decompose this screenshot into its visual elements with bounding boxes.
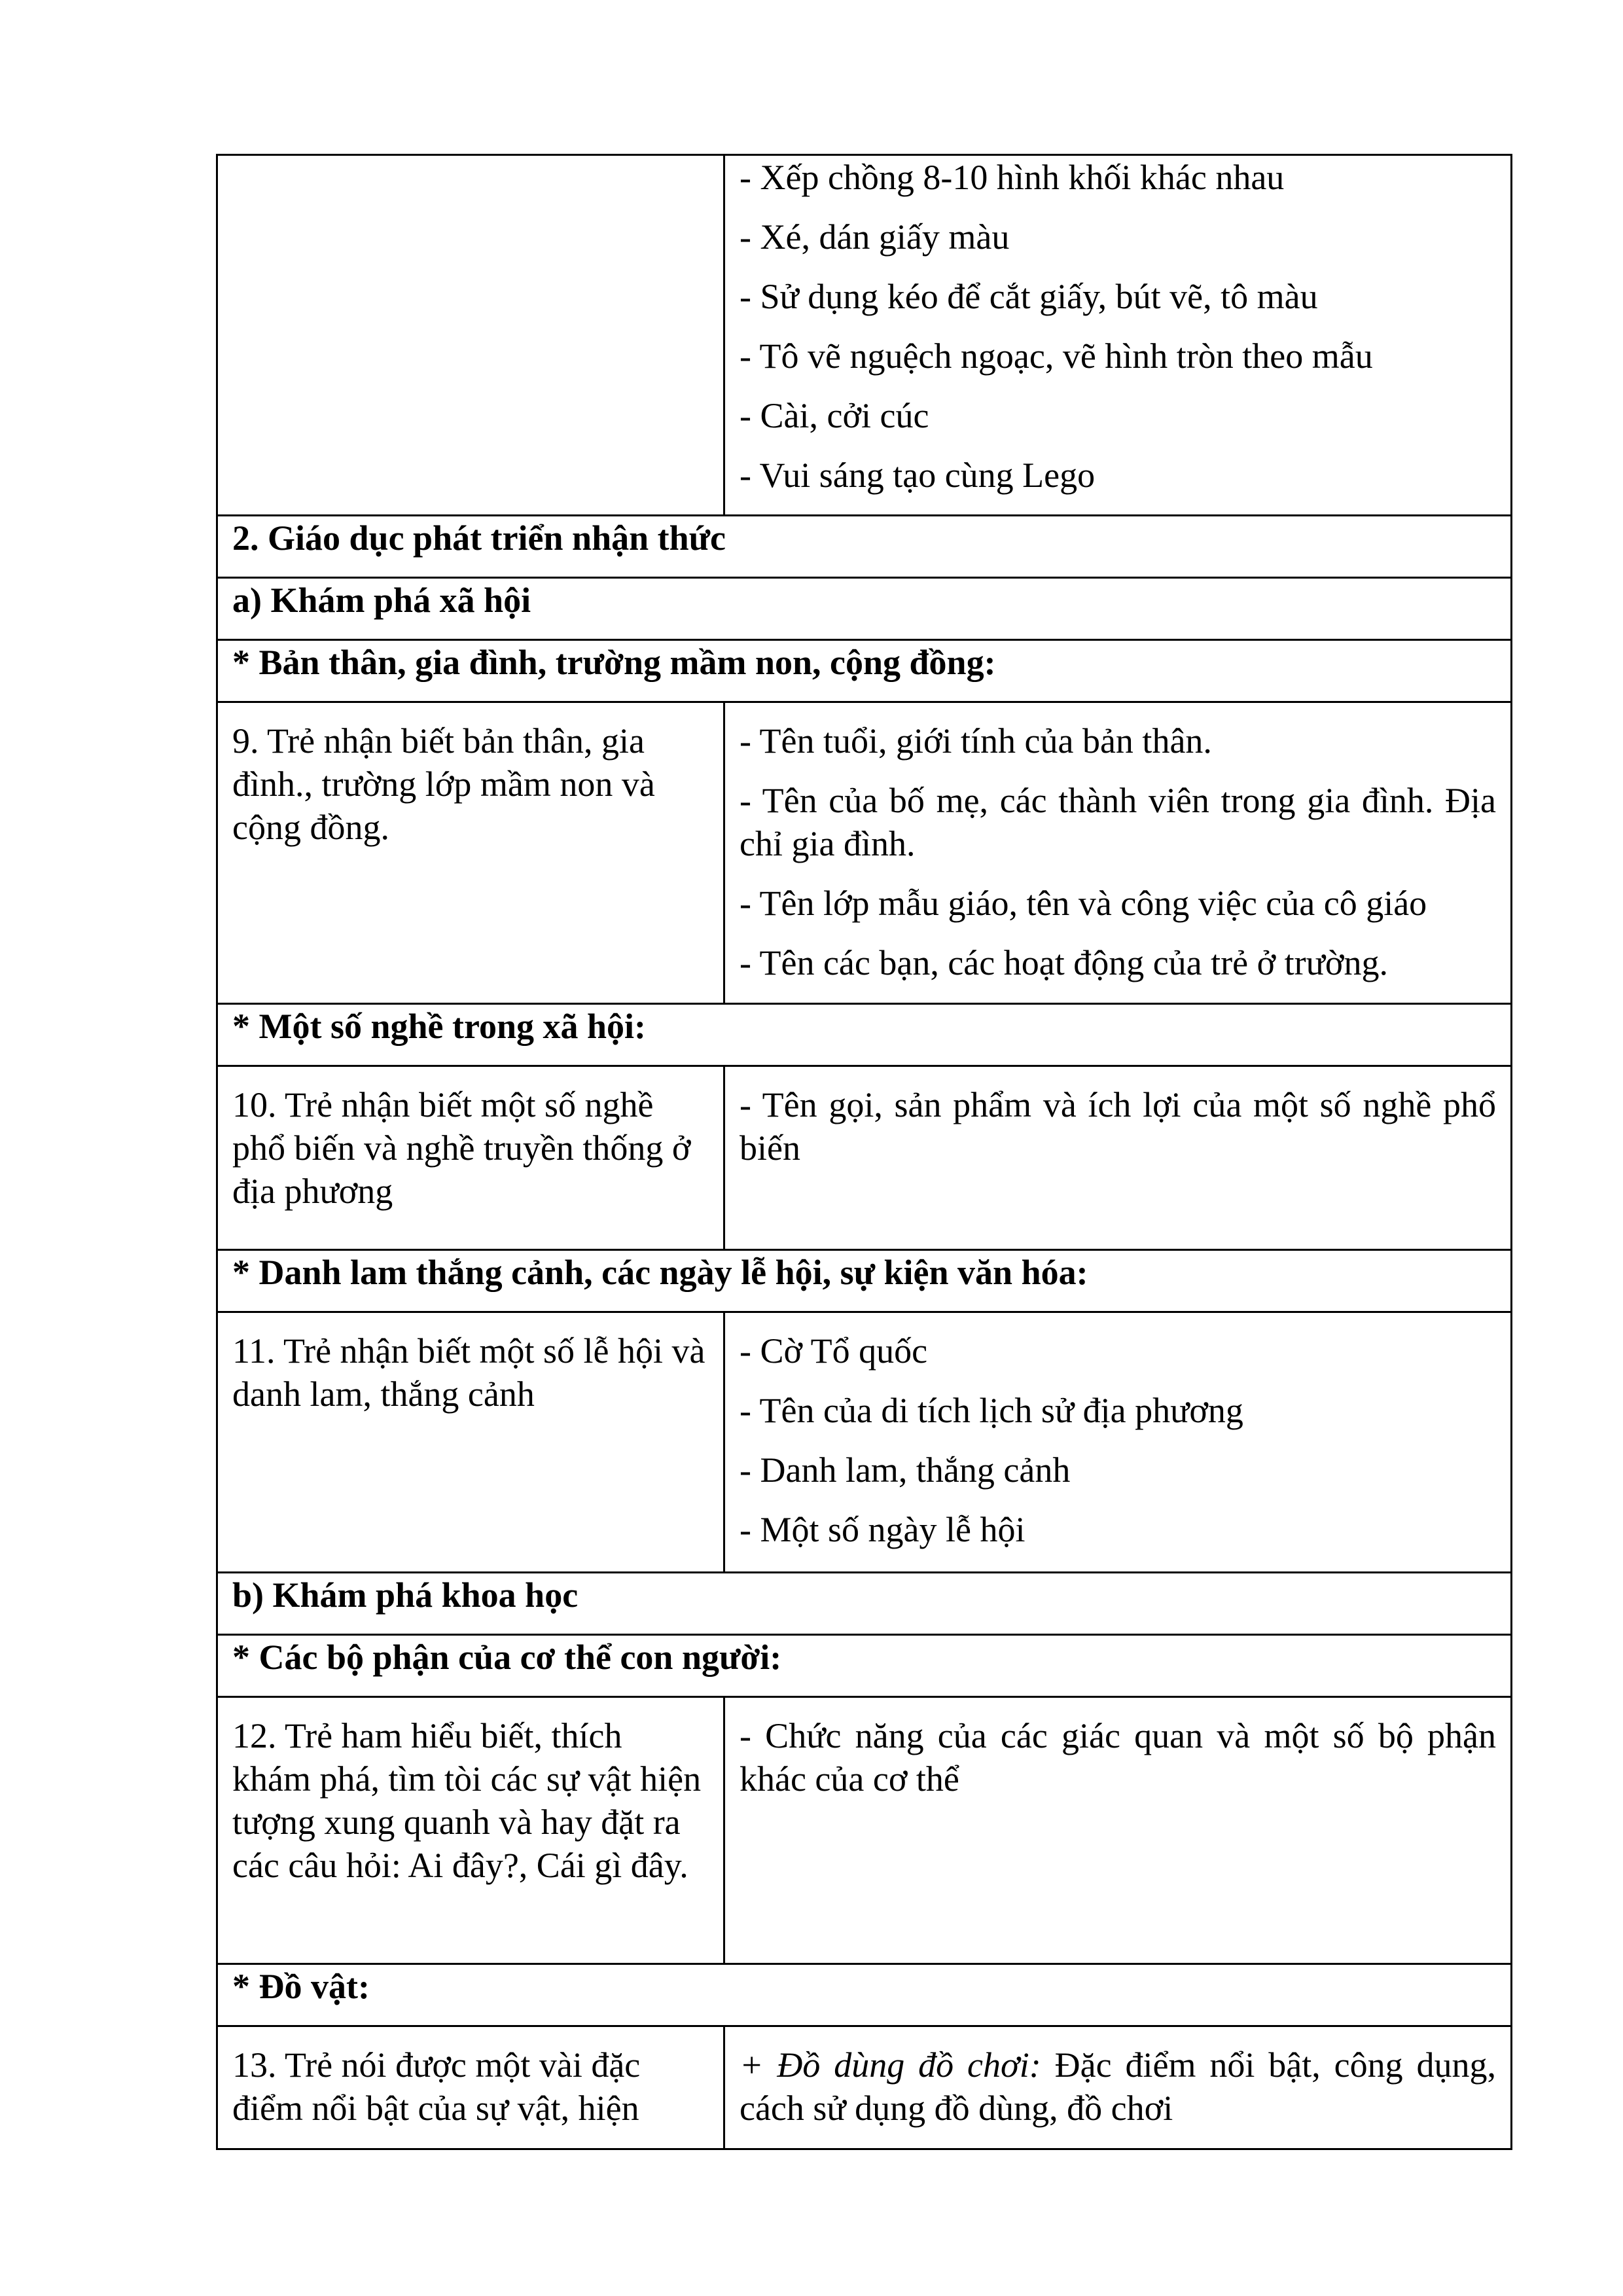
section-header-row xyxy=(217,1573,1512,1635)
table-row xyxy=(217,2026,1512,2149)
content-item: - Chức năng của các giác quan và một số bộ phận khác của cơ thể xyxy=(740,1716,1496,1799)
criterion-cell: 13. Trẻ nói được một vài đặc điểm nổi bật của sự vật, hiện xyxy=(217,2026,724,2149)
criterion-cell xyxy=(217,155,724,516)
section-header-row xyxy=(217,1635,1512,1697)
section-header: * Đồ vật: xyxy=(217,1964,1512,2026)
content-item: - Danh lam, thắng cảnh xyxy=(740,1450,1071,1490)
content-item: - Sử dụng kéo để cắt giấy, bút vẽ, tô màu xyxy=(740,277,1318,316)
content-item: - Tên gọi, sản phẩm và ích lợi của một số nghề phổ biến xyxy=(740,1085,1496,1168)
section-header: * Bản thân, gia đình, trường mầm non, cộng đồng: xyxy=(217,640,1512,702)
section-header-row xyxy=(217,578,1512,640)
section-header-row xyxy=(217,1250,1512,1312)
content-cell xyxy=(724,702,1512,1004)
section-header-row xyxy=(217,516,1512,578)
content-cell xyxy=(724,1312,1512,1573)
content-item: - Tên của bố mẹ, các thành viên trong gia đình. Địa chỉ gia đình. xyxy=(740,781,1496,863)
criterion-cell: 12. Trẻ ham hiểu biết, thích khám phá, tìm tòi các sự vật hiện tượng xung quanh và hay đặt ra các câu hỏi: Ai đây?, Cái gì đây. xyxy=(217,1697,724,1964)
section-header-row xyxy=(217,1964,1512,2026)
section-header: * Danh lam thắng cảnh, các ngày lễ hội, sự kiện văn hóa: xyxy=(217,1250,1512,1312)
content-item: - Tên lớp mẫu giáo, tên và công việc của cô giáo xyxy=(740,884,1427,923)
table-row xyxy=(217,1066,1512,1250)
content-item: - Xếp chồng 8-10 hình khối khác nhau xyxy=(740,158,1285,197)
content-cell xyxy=(724,2026,1512,2149)
section-header: * Các bộ phận của cơ thể con người: xyxy=(217,1635,1512,1697)
content-item: - Vui sáng tạo cùng Lego xyxy=(740,456,1096,495)
table-row xyxy=(217,1697,1512,1964)
criterion-cell: 11. Trẻ nhận biết một số lễ hội và danh lam, thắng cảnh xyxy=(217,1312,724,1573)
table-row xyxy=(217,702,1512,1004)
content-item-text: Đặc điểm nổi bật, công dụng, cách sử dụng đồ dùng, đồ chơi xyxy=(740,2045,1496,2128)
criterion-cell: 10. Trẻ nhận biết một số nghề phổ biến và nghề truyền thống ở địa phương xyxy=(217,1066,724,1250)
section-header-row xyxy=(217,1004,1512,1066)
curriculum-table xyxy=(216,154,1512,2150)
content-item: - Cờ Tổ quốc xyxy=(740,1331,928,1371)
content-item: - Tên tuổi, giới tính của bản thân. xyxy=(740,721,1212,761)
content-item: - Xé, dán giấy màu xyxy=(740,217,1010,257)
section-header: b) Khám phá khoa học xyxy=(217,1573,1512,1635)
content-item: - Tô vẽ nguệch ngoạc, vẽ hình tròn theo mẫu xyxy=(740,336,1373,376)
content-item: - Tên các bạn, các hoạt động của trẻ ở trường. xyxy=(740,943,1388,982)
section-header: * Một số nghề trong xã hội: xyxy=(217,1004,1512,1066)
section-header-row xyxy=(217,640,1512,702)
content-item: - Cài, cởi cúc xyxy=(740,396,929,435)
content-item xyxy=(740,2043,1496,2130)
criterion-cell: 9. Trẻ nhận biết bản thân, gia đình., trường lớp mầm non và cộng đồng. xyxy=(217,702,724,1004)
content-item: - Tên của di tích lịch sử địa phương xyxy=(740,1391,1243,1430)
section-header: a) Khám phá xã hội xyxy=(217,578,1512,640)
table-row xyxy=(217,1312,1512,1573)
content-cell xyxy=(724,1697,1512,1964)
table-row xyxy=(217,155,1512,516)
content-cell xyxy=(724,155,1512,516)
content-cell xyxy=(724,1066,1512,1250)
content-item-lead: + Đồ dùng đồ chơi: xyxy=(740,2045,1041,2085)
content-item: - Một số ngày lễ hội xyxy=(740,1510,1026,1549)
section-header: 2. Giáo dục phát triển nhận thức xyxy=(217,516,1512,578)
